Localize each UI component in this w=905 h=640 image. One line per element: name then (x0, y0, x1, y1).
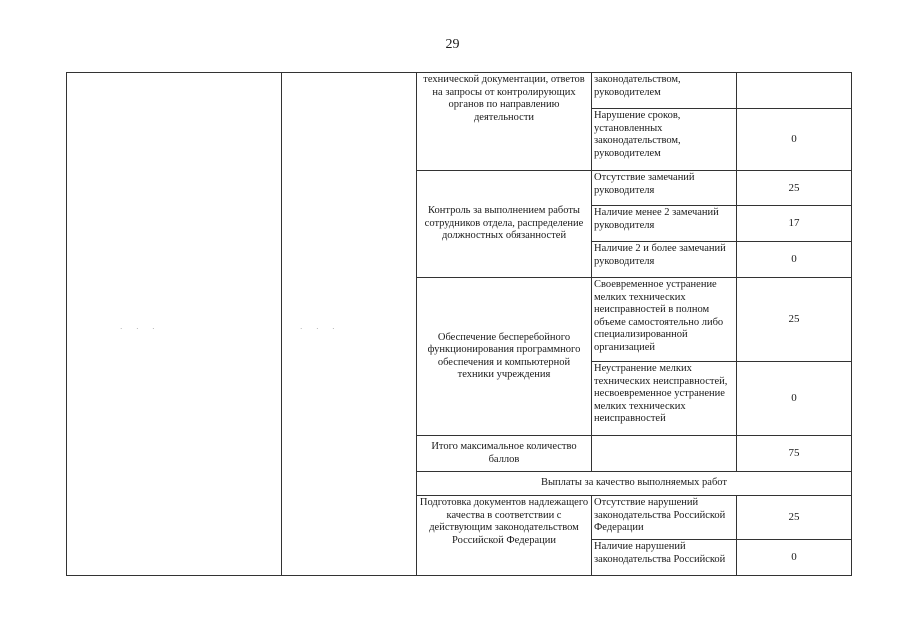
condition-cell: законодательством, руководителем (592, 73, 737, 109)
score-cell: 25 (737, 278, 852, 362)
section-heading-cell: Выплаты за качество выполняемых работ (417, 472, 852, 496)
table-row (67, 73, 852, 109)
score-cell: 0 (737, 362, 852, 436)
condition-cell: Отсутствие нарушений законодательства Российской Федерации (592, 496, 737, 540)
score-cell (737, 73, 852, 109)
condition-cell: Нарушение сроков, установленных законодательством, руководителем (592, 109, 737, 171)
score-cell: 17 (737, 206, 852, 242)
total-score-cell: 75 (737, 436, 852, 472)
total-empty-cell (592, 436, 737, 472)
criterion-cell: Контроль за выполнением работы сотрудников отдела, распределение должностных обязанностей (417, 171, 592, 278)
score-cell: 25 (737, 171, 852, 206)
criteria-table (66, 72, 852, 576)
condition-cell: Наличие менее 2 замечаний руководителя (592, 206, 737, 242)
condition-cell: Отсутствие замечаний руководителя (592, 171, 737, 206)
scan-artifact: · · · (120, 325, 161, 333)
position-cell (67, 73, 282, 576)
score-cell: 0 (737, 242, 852, 278)
criterion-cell: Подготовка документов надлежащего качества в соответствии с действующим законодательством Российской Федерации (417, 496, 592, 576)
page-number: 29 (445, 37, 460, 52)
score-cell: 0 (737, 109, 852, 171)
criterion-cell: Обеспечение бесперебойного функционирования программного обеспечения и компьютерной техники учреждения (417, 278, 592, 436)
indicator-cell (282, 73, 417, 576)
score-cell: 0 (737, 540, 852, 576)
total-label-cell: Итого максимальное количество баллов (417, 436, 592, 472)
condition-cell: Наличие нарушений законодательства Российской (592, 540, 737, 576)
scan-artifact: · · · (300, 325, 341, 333)
score-cell: 25 (737, 496, 852, 540)
condition-cell: Своевременное устранение мелких технических неисправностей в полном объеме самостоятельно либо специализированной организацией (592, 278, 737, 362)
condition-cell: Неустранение мелких технических неисправностей, несвоевременное устранение мелких технических неисправностей (592, 362, 737, 436)
criterion-cell: технической документации, ответов на запросы от контролирующих органов по направлению деятельности (417, 73, 592, 171)
condition-cell: Наличие 2 и более замечаний руководителя (592, 242, 737, 278)
